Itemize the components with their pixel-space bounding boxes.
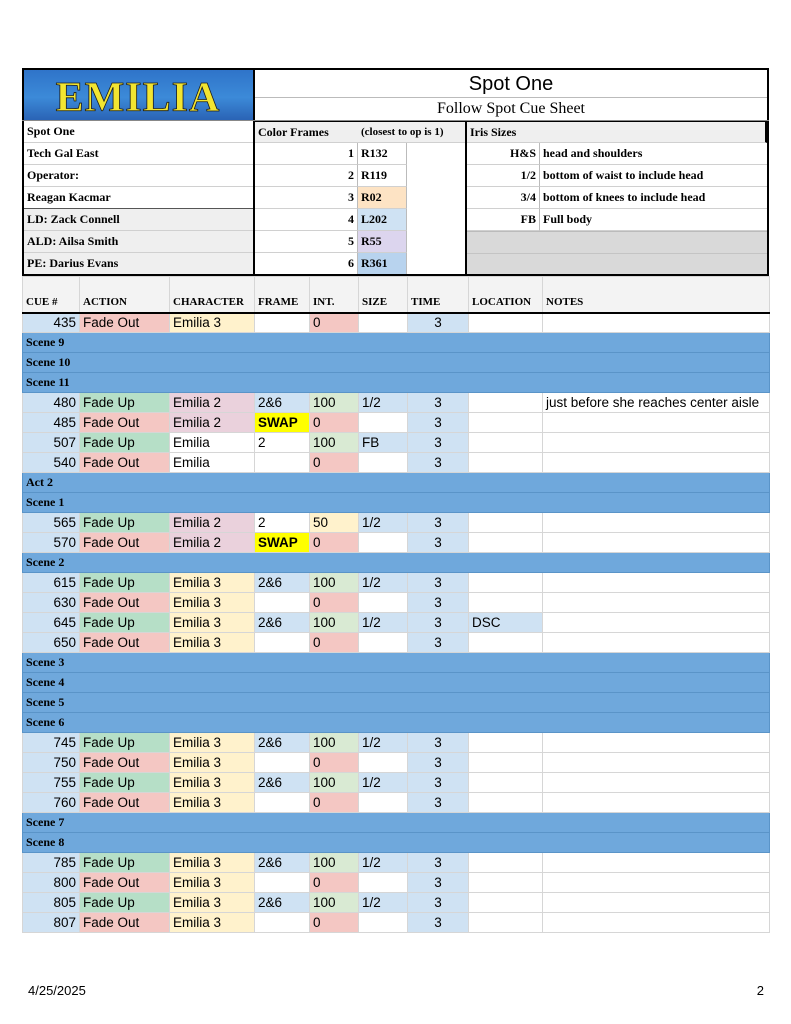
time-cell: 3 [408, 853, 469, 873]
iris-description: bottom of knees to include head [540, 187, 767, 209]
location-cell [469, 593, 543, 613]
cue-row [23, 413, 770, 433]
character-cell: Emilia 3 [170, 313, 255, 333]
intensity-cell: 50 [310, 513, 359, 533]
color-frames-label: Color Frames [255, 121, 358, 143]
action-cell: Fade Out [80, 873, 170, 893]
cue-row [23, 393, 770, 413]
cue-table-body [23, 313, 770, 933]
action-cell: Fade Up [80, 573, 170, 593]
cue-row [23, 453, 770, 473]
time-cell: 3 [408, 433, 469, 453]
size-cell [359, 753, 408, 773]
column-header: TIME [408, 277, 469, 313]
intensity-cell: 100 [310, 433, 359, 453]
frame-gel: R02 [358, 187, 407, 209]
column-header: ACTION [80, 277, 170, 313]
notes-cell [543, 853, 770, 873]
iris-description: Full body [540, 209, 767, 231]
scene-row [23, 333, 770, 353]
cue-row [23, 753, 770, 773]
cue-number: 750 [23, 753, 80, 773]
column-header: LOCATION [469, 277, 543, 313]
size-cell: 1/2 [359, 613, 408, 633]
character-cell: Emilia 3 [170, 573, 255, 593]
frame-cell [255, 873, 310, 893]
intensity-cell: 100 [310, 733, 359, 753]
time-cell: 3 [408, 793, 469, 813]
size-cell: 1/2 [359, 853, 408, 873]
character-cell: Emilia 2 [170, 393, 255, 413]
time-cell: 3 [408, 593, 469, 613]
cue-number: 485 [23, 413, 80, 433]
size-cell: FB [359, 433, 408, 453]
action-cell: Fade Up [80, 733, 170, 753]
character-cell: Emilia 2 [170, 413, 255, 433]
intensity-cell: 100 [310, 853, 359, 873]
time-cell: 3 [408, 313, 469, 333]
iris-code: FB [467, 209, 540, 231]
time-cell: 3 [408, 613, 469, 633]
time-cell: 3 [408, 513, 469, 533]
logo-graphic [24, 70, 253, 120]
time-cell: 3 [408, 733, 469, 753]
size-cell [359, 793, 408, 813]
iris-code: 3/4 [467, 187, 540, 209]
frame-gel: R361 [358, 253, 407, 274]
cue-number: 650 [23, 633, 80, 653]
cue-row [23, 893, 770, 913]
frame-cell [255, 633, 310, 653]
intensity-cell: 0 [310, 413, 359, 433]
cue-row [23, 873, 770, 893]
time-cell: 3 [408, 633, 469, 653]
action-cell: Fade Out [80, 533, 170, 553]
scene-row [23, 353, 770, 373]
frame-cell: 2&6 [255, 393, 310, 413]
intensity-cell: 0 [310, 913, 359, 933]
info-line: LD: Zack Connell [24, 209, 253, 231]
time-cell: 3 [408, 533, 469, 553]
size-cell [359, 453, 408, 473]
scene-row [23, 713, 770, 733]
location-cell [469, 913, 543, 933]
notes-cell [543, 533, 770, 553]
location-cell: DSC [469, 613, 543, 633]
intensity-cell: 0 [310, 633, 359, 653]
scene-row [23, 473, 770, 493]
action-cell: Fade Up [80, 513, 170, 533]
notes-cell [543, 433, 770, 453]
location-cell [469, 873, 543, 893]
size-cell [359, 633, 408, 653]
frame-cell: 2 [255, 513, 310, 533]
notes-cell [543, 413, 770, 433]
intensity-cell: 100 [310, 573, 359, 593]
character-cell: Emilia 3 [170, 853, 255, 873]
time-cell: 3 [408, 413, 469, 433]
iris-description: bottom of waist to include head [540, 165, 767, 187]
size-cell: 1/2 [359, 773, 408, 793]
time-cell: 3 [408, 393, 469, 413]
frame-gel: L202 [358, 209, 407, 231]
character-cell: Emilia [170, 433, 255, 453]
size-cell: 1/2 [359, 733, 408, 753]
intensity-cell: 0 [310, 793, 359, 813]
location-cell [469, 513, 543, 533]
location-cell [469, 413, 543, 433]
scene-label: Scene 6 [23, 713, 770, 733]
color-frames-note: (closest to op is 1) [358, 121, 466, 143]
size-cell [359, 533, 408, 553]
iris-description: head and shoulders [540, 143, 767, 165]
location-cell [469, 773, 543, 793]
character-cell: Emilia 2 [170, 513, 255, 533]
cue-row [23, 633, 770, 653]
notes-cell [543, 733, 770, 753]
frame-number: 4 [255, 209, 358, 231]
cue-number: 615 [23, 573, 80, 593]
cue-row [23, 513, 770, 533]
cue-table [22, 276, 770, 933]
column-header: NOTES [543, 277, 770, 313]
cue-number: 480 [23, 393, 80, 413]
cue-number: 507 [23, 433, 80, 453]
cue-number: 805 [23, 893, 80, 913]
scene-row [23, 693, 770, 713]
intensity-cell: 0 [310, 453, 359, 473]
cue-row [23, 313, 770, 333]
action-cell: Fade Up [80, 393, 170, 413]
cue-number: 435 [23, 313, 80, 333]
time-cell: 3 [408, 573, 469, 593]
size-cell: 1/2 [359, 513, 408, 533]
scene-label: Scene 5 [23, 693, 770, 713]
frame-cell: SWAP [255, 413, 310, 433]
info-line: PE: Darius Evans [24, 253, 253, 274]
scene-row [23, 673, 770, 693]
scene-row [23, 553, 770, 573]
location-cell [469, 433, 543, 453]
frame-number: 5 [255, 231, 358, 253]
intensity-cell: 100 [310, 893, 359, 913]
cue-number: 760 [23, 793, 80, 813]
notes-cell [543, 793, 770, 813]
table-header-row [23, 277, 770, 313]
page-title: Spot One [255, 70, 767, 98]
character-cell: Emilia 3 [170, 613, 255, 633]
frame-cell [255, 313, 310, 333]
size-cell [359, 913, 408, 933]
intensity-cell: 100 [310, 613, 359, 633]
location-cell [469, 533, 543, 553]
frame-cell: 2&6 [255, 733, 310, 753]
cue-row [23, 793, 770, 813]
scene-label: Scene 7 [23, 813, 770, 833]
iris-code: 1/2 [467, 165, 540, 187]
column-header: SIZE [359, 277, 408, 313]
notes-cell [543, 613, 770, 633]
notes-cell [543, 893, 770, 913]
page-number: 2 [756, 983, 764, 998]
frame-number: 3 [255, 187, 358, 209]
size-cell [359, 873, 408, 893]
cue-number: 540 [23, 453, 80, 473]
notes-cell [543, 753, 770, 773]
character-cell: Emilia [170, 453, 255, 473]
cue-row [23, 613, 770, 633]
scene-label: Scene 8 [23, 833, 770, 853]
intensity-cell: 0 [310, 593, 359, 613]
cue-number: 755 [23, 773, 80, 793]
size-cell: 1/2 [359, 393, 408, 413]
action-cell: Fade Out [80, 913, 170, 933]
time-cell: 3 [408, 453, 469, 473]
info-line: Operator: [24, 165, 253, 187]
frame-cell: 2&6 [255, 613, 310, 633]
frame-number: 1 [255, 143, 358, 165]
cue-row [23, 773, 770, 793]
info-line: Reagan Kacmar [24, 187, 253, 209]
frame-number: 2 [255, 165, 358, 187]
notes-cell [543, 913, 770, 933]
scene-label: Act 2 [23, 473, 770, 493]
cue-number: 630 [23, 593, 80, 613]
cue-row [23, 733, 770, 753]
intensity-cell: 0 [310, 313, 359, 333]
size-cell: 1/2 [359, 573, 408, 593]
divider [467, 253, 767, 254]
size-cell [359, 593, 408, 613]
scene-label: Scene 1 [23, 493, 770, 513]
action-cell: Fade Out [80, 593, 170, 613]
time-cell: 3 [408, 773, 469, 793]
character-cell: Emilia 3 [170, 753, 255, 773]
header-block [22, 68, 769, 276]
character-cell: Emilia 3 [170, 793, 255, 813]
notes-cell [543, 513, 770, 533]
frame-cell [255, 753, 310, 773]
cue-number: 565 [23, 513, 80, 533]
character-cell: Emilia 3 [170, 913, 255, 933]
action-cell: Fade Out [80, 453, 170, 473]
page-subtitle: Follow Spot Cue Sheet [436, 100, 585, 117]
location-cell [469, 453, 543, 473]
scene-row [23, 813, 770, 833]
location-cell [469, 853, 543, 873]
scene-label: Scene 2 [23, 553, 770, 573]
notes-cell [543, 453, 770, 473]
character-cell: Emilia 3 [170, 593, 255, 613]
cue-row [23, 433, 770, 453]
cue-number: 800 [23, 873, 80, 893]
scene-label: Scene 11 [23, 373, 770, 393]
time-cell: 3 [408, 753, 469, 773]
frame-cell [255, 793, 310, 813]
intensity-cell: 0 [310, 873, 359, 893]
iris-sizes-label: Iris Sizes [467, 121, 767, 143]
notes-cell [543, 773, 770, 793]
location-cell [469, 733, 543, 753]
time-cell: 3 [408, 893, 469, 913]
size-cell [359, 413, 408, 433]
cue-row [23, 593, 770, 613]
cue-row [23, 853, 770, 873]
frame-cell [255, 453, 310, 473]
frame-cell: 2&6 [255, 853, 310, 873]
action-cell: Fade Out [80, 413, 170, 433]
frame-gel: R119 [358, 165, 407, 187]
character-cell: Emilia 3 [170, 873, 255, 893]
cue-number: 645 [23, 613, 80, 633]
frame-cell [255, 593, 310, 613]
size-cell [359, 313, 408, 333]
character-cell: Emilia 3 [170, 773, 255, 793]
frame-cell [255, 913, 310, 933]
location-cell [469, 753, 543, 773]
intensity-cell: 0 [310, 753, 359, 773]
location-cell [469, 313, 543, 333]
character-cell: Emilia 3 [170, 893, 255, 913]
scene-row [23, 653, 770, 673]
notes-cell: just before she reaches center aisle [543, 393, 770, 413]
cue-row [23, 573, 770, 593]
character-cell: Emilia 3 [170, 733, 255, 753]
intensity-cell: 100 [310, 393, 359, 413]
location-cell [469, 793, 543, 813]
column-header: FRAME [255, 277, 310, 313]
notes-cell [543, 313, 770, 333]
action-cell: Fade Up [80, 773, 170, 793]
action-cell: Fade Out [80, 753, 170, 773]
cue-number: 785 [23, 853, 80, 873]
cue-row [23, 533, 770, 553]
scene-label: Scene 4 [23, 673, 770, 693]
frame-cell: SWAP [255, 533, 310, 553]
column-header: INT. [310, 277, 359, 313]
cue-row [23, 913, 770, 933]
action-cell: Fade Out [80, 793, 170, 813]
footer-date: 4/25/2025 [28, 983, 86, 998]
scene-row [23, 373, 770, 393]
location-cell [469, 633, 543, 653]
location-cell [469, 393, 543, 413]
action-cell: Fade Up [80, 853, 170, 873]
frame-gel: R132 [358, 143, 407, 165]
action-cell: Fade Up [80, 613, 170, 633]
frame-gel: R55 [358, 231, 407, 253]
info-line: ALD: Ailsa Smith [24, 231, 253, 253]
cue-number: 570 [23, 533, 80, 553]
notes-cell [543, 873, 770, 893]
action-cell: Fade Up [80, 893, 170, 913]
size-cell: 1/2 [359, 893, 408, 913]
cue-number: 745 [23, 733, 80, 753]
column-header: CHARACTER [170, 277, 255, 313]
iris-code: H&S [467, 143, 540, 165]
frame-cell: 2 [255, 433, 310, 453]
time-cell: 3 [408, 873, 469, 893]
scene-label: Scene 9 [23, 333, 770, 353]
notes-cell [543, 573, 770, 593]
scene-row [23, 493, 770, 513]
frame-cell: 2&6 [255, 893, 310, 913]
intensity-cell: 0 [310, 533, 359, 553]
notes-cell [543, 593, 770, 613]
logo-text: EMILIA [55, 75, 221, 120]
character-cell: Emilia 3 [170, 633, 255, 653]
action-cell: Fade Out [80, 313, 170, 333]
scene-label: Scene 10 [23, 353, 770, 373]
location-cell [469, 573, 543, 593]
frame-number: 6 [255, 253, 358, 274]
scene-label: Scene 3 [23, 653, 770, 673]
notes-cell [543, 633, 770, 653]
time-cell: 3 [408, 913, 469, 933]
action-cell: Fade Out [80, 633, 170, 653]
action-cell: Fade Up [80, 433, 170, 453]
scene-row [23, 833, 770, 853]
location-cell [469, 893, 543, 913]
frame-cell: 2&6 [255, 573, 310, 593]
column-header: CUE # [23, 277, 80, 313]
info-line: Tech Gal East [24, 143, 253, 165]
character-cell: Emilia 2 [170, 533, 255, 553]
cue-number: 807 [23, 913, 80, 933]
intensity-cell: 100 [310, 773, 359, 793]
info-line: Spot One [24, 121, 253, 143]
logo [24, 70, 253, 120]
frame-cell: 2&6 [255, 773, 310, 793]
